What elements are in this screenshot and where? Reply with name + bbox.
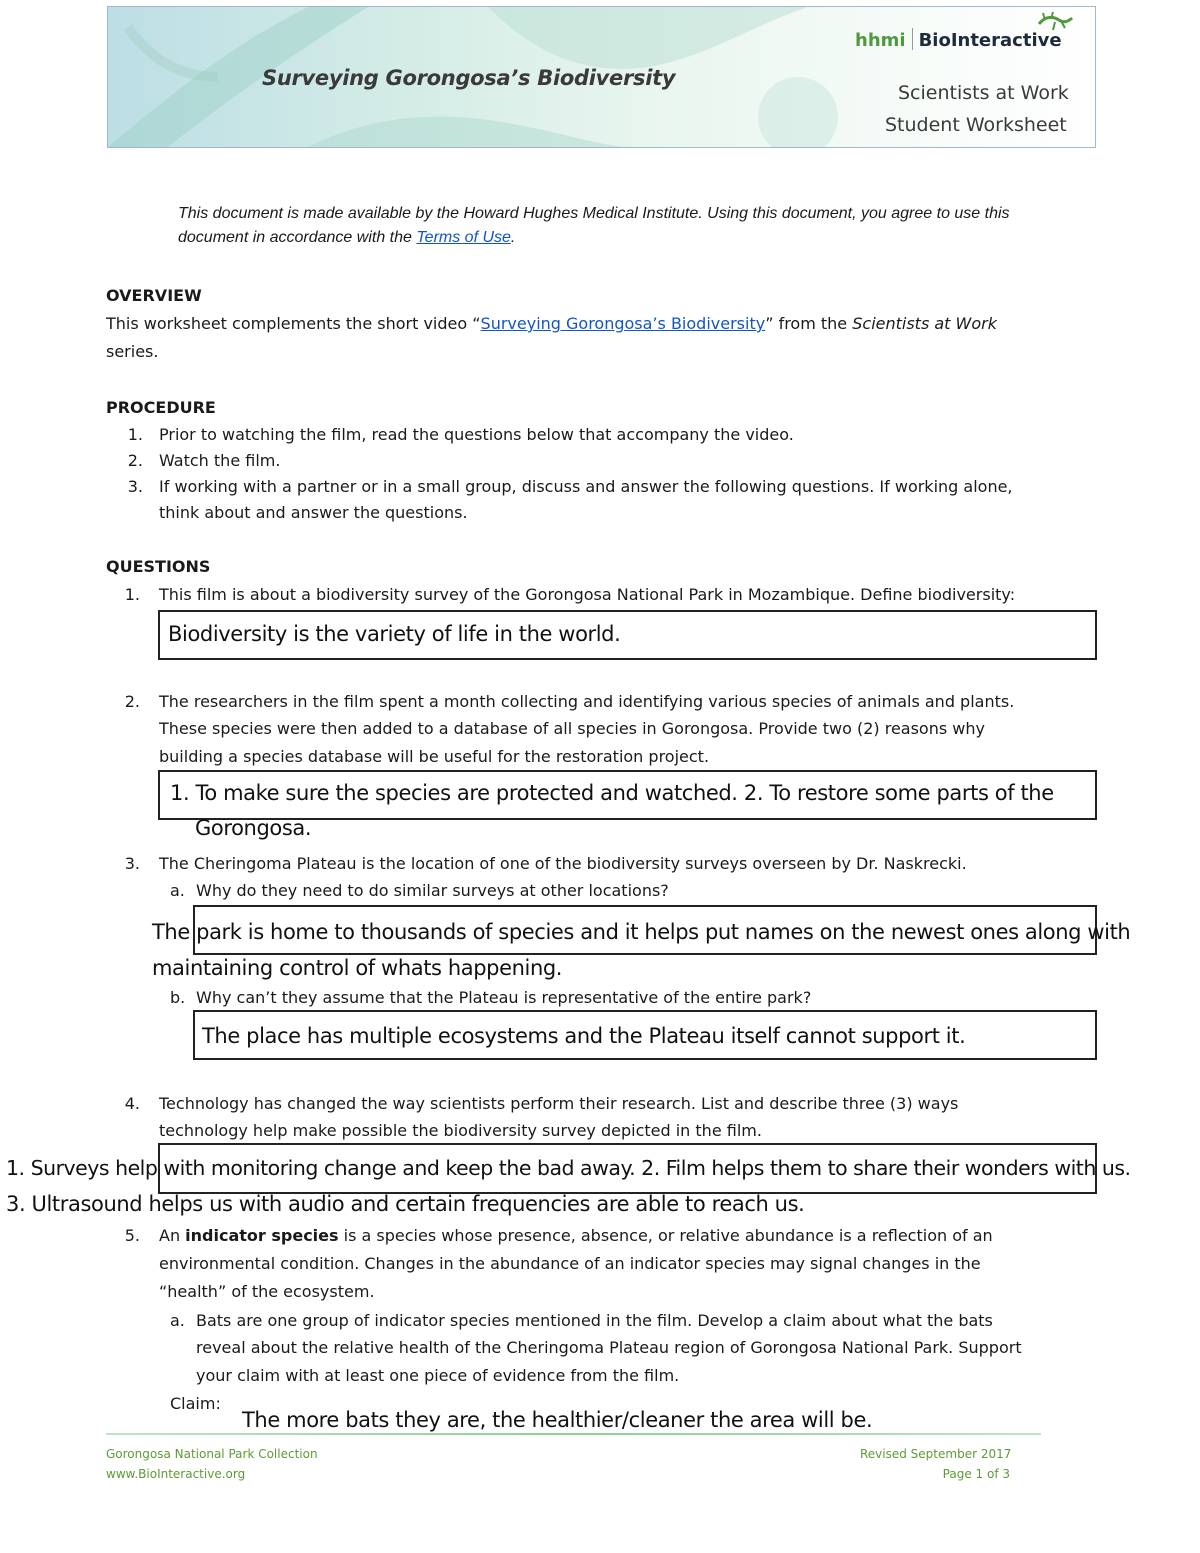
question-5a-label: a. xyxy=(170,1311,185,1330)
question-1-number: 1. xyxy=(124,585,140,604)
question-3a-label: a. xyxy=(170,881,185,900)
question-4-number: 4. xyxy=(124,1094,140,1113)
question-5a-line-2: reveal about the relative health of the Cheringoma Plateau region of Gorongosa National Park. Support xyxy=(196,1338,1022,1357)
procedure-step-text-continued: think about and answer the questions. xyxy=(159,503,468,522)
footer-page-number: Page 1 of 3 xyxy=(942,1467,1010,1481)
question-2-line-2: These species were then added to a database of all species in Gorongosa. Provide two (2) reasons why xyxy=(159,719,985,738)
answer-1-text: Biodiversity is the variety of life in the world. xyxy=(168,622,621,646)
procedure-step-text: If working with a partner or in a small group, discuss and answer the following questions. If working alone, xyxy=(159,477,1013,496)
footer-collection: Gorongosa National Park Collection xyxy=(106,1447,318,1461)
answer-4-line-1: 1. Surveys help with monitoring change and keep the bad away. 2. Film helps them to share their wonders with us. xyxy=(6,1156,1131,1180)
claim-answer-text[interactable]: The more bats they are, the healthier/cleaner the area will be. xyxy=(242,1408,873,1432)
document-title: Surveying Gorongosa’s Biodiversity xyxy=(262,66,676,90)
question-3a-text: Why do they need to do similar surveys at other locations? xyxy=(196,881,669,900)
banner-subtitle-scientists-at-work: Scientists at Work xyxy=(898,82,1069,104)
question-1-text: This film is about a biodiversity survey of the Gorongosa National Park in Mozambique. Define biodiversity: xyxy=(159,585,1016,604)
question-4-line-1: Technology has changed the way scientists perform their research. List and describe three (3) ways xyxy=(159,1094,959,1113)
logo-hhmi: hhmi xyxy=(855,30,906,51)
question-3b-label: b. xyxy=(170,988,186,1007)
overview-text-end: series. xyxy=(106,342,159,361)
lizard-logo-icon xyxy=(1035,10,1075,34)
indicator-species-term: indicator species xyxy=(185,1226,339,1245)
answer-2-line-1: 1. To make sure the species are protected and watched. 2. To restore some parts of the xyxy=(170,781,1054,805)
question-5a-line-1: Bats are one group of indicator species mentioned in the film. Develop a claim about what the bats xyxy=(196,1311,993,1330)
question-2-line-3: building a species database will be useful for the restoration project. xyxy=(159,747,710,766)
answer-3a-line-1: The park is home to thousands of species and it helps put names on the newest ones along with xyxy=(152,920,1131,944)
disclaimer-text: document in accordance with the xyxy=(178,229,417,246)
answer-3b-text: The place has multiple ecosystems and the Plateau itself cannot support it. xyxy=(202,1024,966,1048)
procedure-heading: PROCEDURE xyxy=(106,398,216,417)
procedure-step-text: Watch the film. xyxy=(159,451,281,470)
answer-3a-line-2: maintaining control of whats happening. xyxy=(152,956,563,980)
question-2-number: 2. xyxy=(124,692,140,711)
video-link[interactable]: Surveying Gorongosa’s Biodiversity xyxy=(480,314,766,333)
overview-text xyxy=(106,311,997,337)
question-5-line-1-rest: is a species whose presence, absence, or relative abundance is a reflection of an xyxy=(338,1226,993,1245)
claim-label: Claim: xyxy=(170,1394,221,1413)
footer-revised-date: Revised September 2017 xyxy=(860,1447,1012,1461)
answer-4-line-2: 3. Ultrasound helps us with audio and certain frequencies are able to reach us. xyxy=(6,1192,805,1216)
question-5-line-1 xyxy=(159,1223,993,1249)
logo-biointeractive: BioInteractive xyxy=(918,30,1062,51)
overview-text-prefix: This worksheet complements the short video “ xyxy=(106,314,481,333)
disclaimer-period: . xyxy=(510,229,516,246)
procedure-step-text: Prior to watching the film, read the questions below that accompany the video. xyxy=(159,425,794,444)
procedure-step-number: 1. xyxy=(127,425,143,444)
hhmi-biointeractive-logo xyxy=(855,28,1062,51)
banner-subtitle-student-worksheet: Student Worksheet xyxy=(885,114,1067,136)
question-2-line-1: The researchers in the film spent a month collecting and identifying various species of animals and plants. xyxy=(159,692,1015,711)
footer-website: www.BioInteractive.org xyxy=(106,1467,246,1481)
overview-heading: OVERVIEW xyxy=(106,286,202,305)
question-5-line-3: “health” of the ecosystem. xyxy=(159,1282,375,1301)
overview-text-mid: ” from the xyxy=(765,314,853,333)
answer-2-line-2: Gorongosa. xyxy=(195,816,312,840)
question-3b-text: Why can’t they assume that the Plateau is representative of the entire park? xyxy=(196,988,812,1007)
procedure-step-number: 3. xyxy=(127,477,143,496)
question-3-number: 3. xyxy=(124,854,140,873)
question-5-number: 5. xyxy=(124,1226,140,1245)
question-5-line-2: environmental condition. Changes in the abundance of an indicator species may signal changes in the xyxy=(159,1254,981,1273)
series-name: Scientists at Work xyxy=(852,314,997,333)
procedure-step-number: 2. xyxy=(127,451,143,470)
question-4-line-2: technology help make possible the biodiversity survey depicted in the film. xyxy=(159,1121,762,1140)
footer-divider xyxy=(106,1433,1041,1435)
logo-divider xyxy=(912,28,913,50)
question-5a-line-3: your claim with at least one piece of evidence from the film. xyxy=(196,1366,680,1385)
disclaimer-line-2 xyxy=(178,226,515,250)
disclaimer-line-1: This document is made available by the Howard Hughes Medical Institute. Using this document, you agree to use this xyxy=(178,205,1010,222)
question-5-prefix: An xyxy=(159,1226,186,1245)
questions-heading: QUESTIONS xyxy=(106,557,211,576)
question-3-text: The Cheringoma Plateau is the location of one of the biodiversity surveys overseen by Dr. Naskrecki. xyxy=(159,854,967,873)
terms-of-use-link[interactable]: Terms of Use xyxy=(416,229,511,246)
